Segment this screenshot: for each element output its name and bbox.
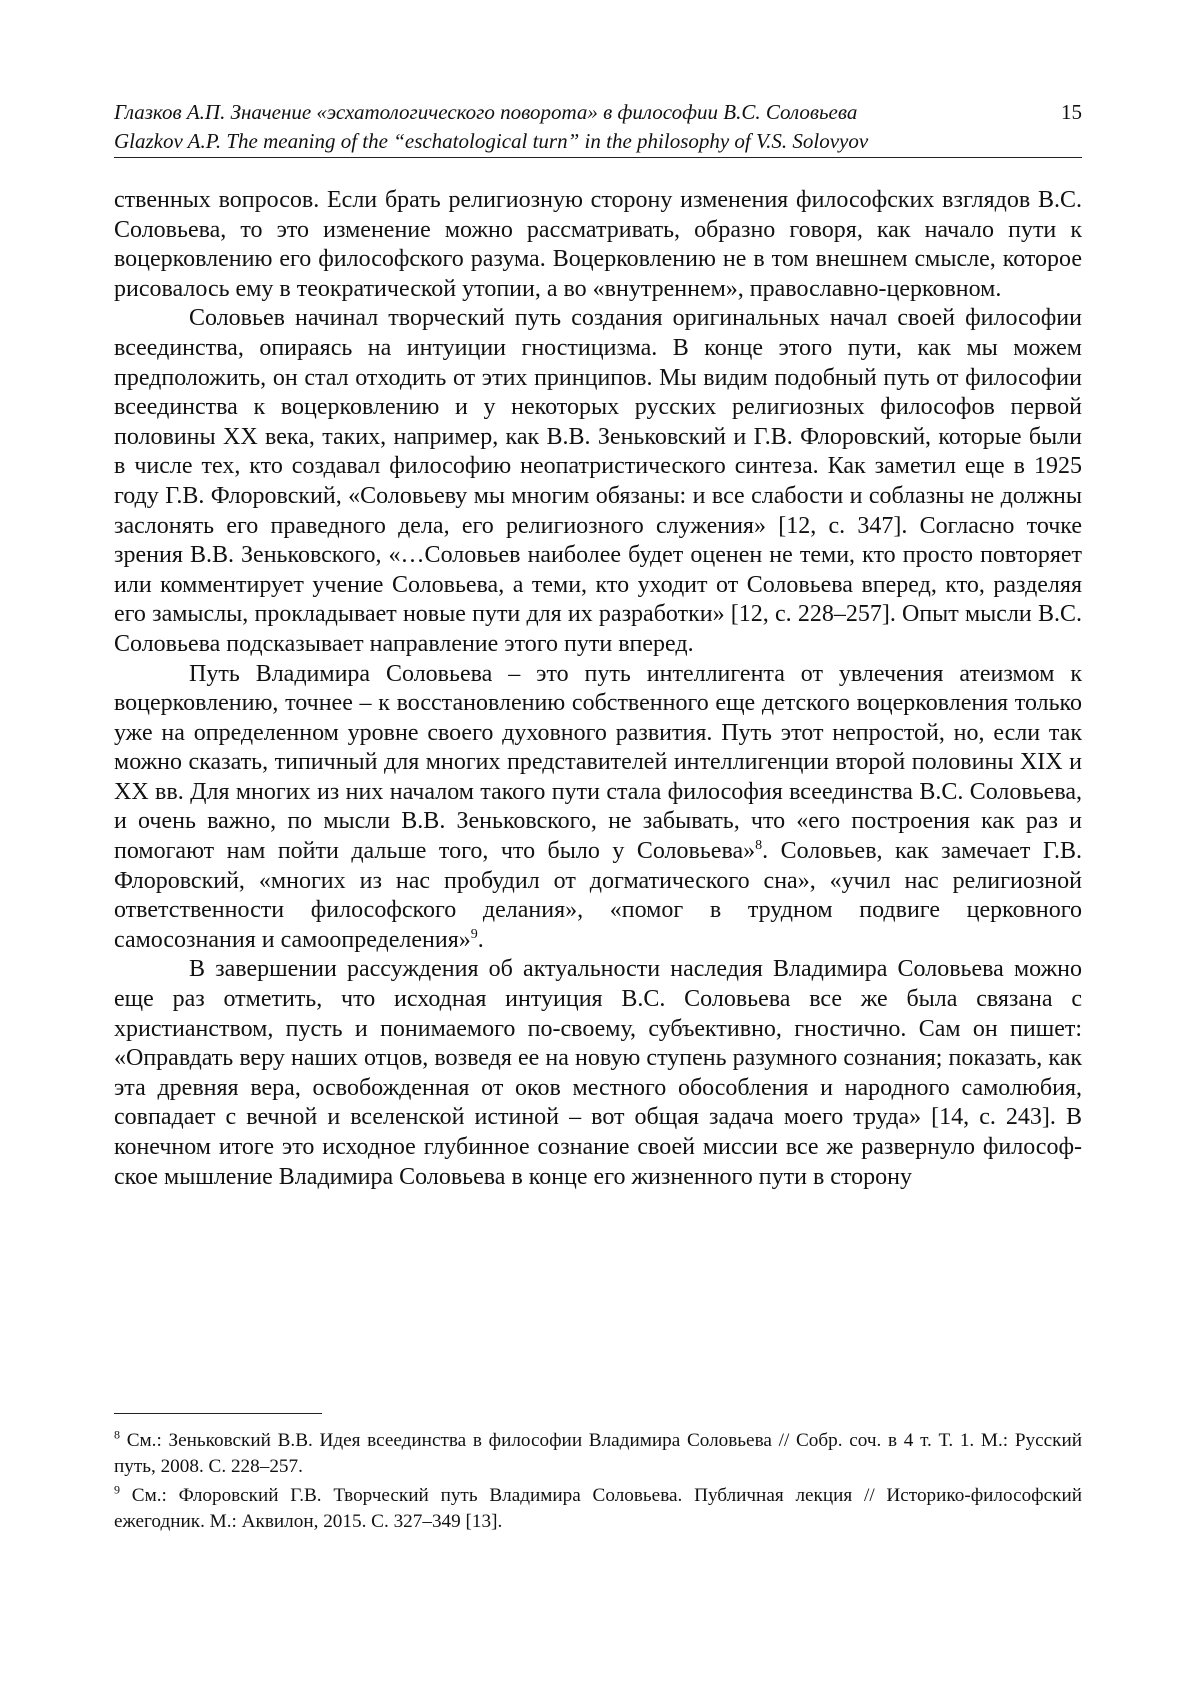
footnote-8 xyxy=(114,1428,1082,1480)
paragraph-1: ственных вопросов. Если брать религиозную сторону изменения философских взглядов В.С. Соловьева, то это изменение можно рассматривать, образно говоря, как начало пути к воцерковлению его философского разума. Воцерковлению не в том внешнем смысле, которое рисовалось ему в теократической утопии, а во «внутреннем», православно-церковном. xyxy=(114,187,1082,302)
page-number: 15 xyxy=(1061,100,1082,124)
running-head xyxy=(114,98,1082,156)
paragraph-4: В завершении рассуждения об актуальности наследия Владимира Соловьева можно еще раз отметить, что исходная интуиция В.С. Соловьева все же была связана с христианством, пусть и понимаемого по-своему, субъективно, гностично. Сам он пишет: «Оправдать веру наших отцов, возведя ее на новую ступень разумного сознания; показать, как эта древняя вера, освобожденная от оков местного обособления и народного самолюбия, совпадает с вечной и вселенской истиной – вот общая задача моего труда» [14, с. 243]. В конечном итоге это исходное глубинное сознание своей миссии все же развернуло философское мышление Владимира Соловьева в конце его жизненного пути в сторону xyxy=(114,956,1082,1190)
footnote-ref-9[interactable]: 9 xyxy=(470,926,478,942)
footnote-number: 8 xyxy=(114,1427,120,1442)
paragraph-3-part-c: . xyxy=(477,926,484,953)
footnotes xyxy=(114,1428,1082,1538)
article-body xyxy=(114,186,1082,1192)
paragraph-3-part-b: . Соловьев, как замечает Г.В. Флоровский, «многих из нас пробудил от догматического сна», «учил нас религиозной ответственности философского делания», «помог в трудном подвиге церковного самосознания и самоопределения» xyxy=(114,838,1082,953)
footnote-number: 9 xyxy=(114,1482,120,1497)
footnote-text: См.: Флоровский Г.В. Творческий путь Владимира Соловьева. Публичная лекция // Историко-философский ежегодник. М.: Аквилон, 2015. С. 327–349 [13]. xyxy=(114,1485,1082,1532)
paragraph-3 xyxy=(114,660,1082,956)
running-head-english: Glazkov A.P. The meaning of the “eschatological turn” in the philosophy of V.S. Solovyov xyxy=(114,129,869,153)
footnote-text: См.: Зеньковский В.В. Идея всеединства в философии Владимира Соловьева // Собр. соч. в 4 т. Т. 1. М.: Русский путь, 2008. С. 228–257. xyxy=(114,1430,1082,1477)
paragraph-3-part-a: Путь Владимира Соловьева – это путь интеллигента от увлечения атеизмом к воцерковлению, точнее – к восстановлению собственного еще детского воцерковления только уже на определенном уровне своего духовного развития. Путь этот непростой, но, если так можно сказать, типичный для многих представителей интеллигенции второй половины XIX и XX вв. Для многих из них началом такого пути стала философия всеединства В.С. Соловьева, и очень важно, по мысли В.В. Зеньковского, не забывать, что «его построения как раз и помогают нам пойти дальше того, что было у Соловьева» xyxy=(114,660,1082,865)
footnote-9 xyxy=(114,1483,1082,1535)
header-rule xyxy=(114,157,1082,158)
paragraph-2: Соловьев начинал творческий путь создания оригинальных начал своей философии всеединства, опираясь на интуиции гностицизма. В конце этого пути, как мы можем предположить, он стал отходить от этих принципов. Мы видим подобный путь от философии всеединства к воцерковлению и у некоторых русских религиозных философов первой половины XX века, таких, например, как В.В. Зеньковский и Г.В. Флоровский, которые были в числе тех, кто создавал философию неопатристического синтеза. Как заметил еще в 1925 году Г.В. Флоровский, «Соловьеву мы многим обязаны: и все слабости и соблазны не должны заслонять его праведного дела, его религиозного служения» [12, с. 347]. Согласно точке зрения В.В. Зеньковского, «…Соловьев наиболее будет оценен не теми, кто просто повторяет или комментирует учение Соловьева, а теми, кто уходит от Соловьева вперед, кто, разделяя его замыслы, прокладывает новые пути для их разработки» [12, с. 228–257]. Опыт мысли В.С. Соловьева подсказывает направление этого пути вперед. xyxy=(114,305,1082,657)
footnote-ref-8[interactable]: 8 xyxy=(755,838,763,854)
running-head-russian: Глазков А.П. Значение «эсхатологического поворота» в философии В.С. Соловьева xyxy=(114,100,858,124)
footnote-rule xyxy=(114,1413,322,1414)
